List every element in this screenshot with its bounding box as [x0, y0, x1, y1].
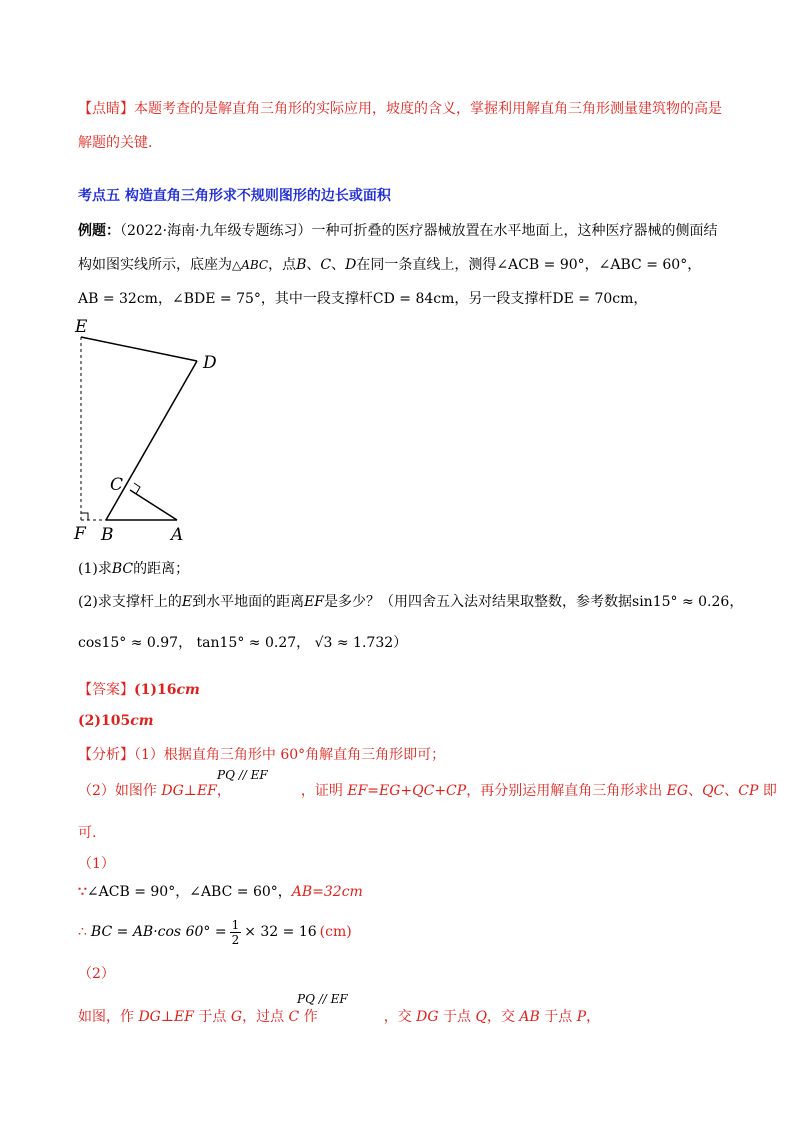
comma-2: ，	[687, 257, 702, 273]
q2-comma-1: ，	[178, 635, 193, 651]
angle-acb: ∠ACB = 90°	[496, 257, 585, 273]
sol-text-d: 作	[299, 1009, 318, 1025]
sol-text-c: ，过点	[242, 1009, 289, 1025]
point-d: D	[345, 257, 357, 273]
bc-expression: BC = AB·cos 60° =	[90, 924, 227, 940]
answer-line-1	[78, 680, 200, 700]
q2-sin: sin15° ≈ 0.26	[632, 594, 730, 610]
analysis-label: 【分析】	[78, 747, 134, 763]
sol-ef: EF	[174, 1009, 194, 1025]
question-1	[78, 559, 189, 579]
length-de: DE = 70cm	[552, 291, 634, 307]
segment-ed	[81, 337, 197, 361]
solution-part-1-label: （1）	[78, 856, 115, 872]
sol-comma-1: ，	[175, 884, 190, 900]
sol-dg-2: DG	[416, 1009, 439, 1025]
q2-ef: EF	[304, 594, 325, 610]
answer-label: 【答案】	[78, 682, 134, 698]
sol-angle-acb: ∠ACB = 90°	[86, 884, 176, 900]
section-title: 考点五 构造直角三角形求不规则图形的边长或面积	[78, 188, 391, 204]
solution-because-line	[78, 882, 363, 902]
label-e: E	[75, 317, 88, 337]
sep-2: 、	[331, 257, 346, 273]
q2-cos: cos15° ≈ 0.97	[78, 635, 179, 651]
angle-abc: ∠ABC = 60°	[598, 257, 688, 273]
answer-2: (2)105	[78, 713, 131, 729]
comma-1: ，	[584, 257, 599, 273]
example-line-1	[78, 221, 718, 241]
example-line-3	[78, 289, 647, 309]
comma-3: ，	[157, 291, 172, 307]
analysis-cp: CP	[738, 783, 759, 799]
example-label: 例题：	[78, 223, 120, 239]
q1-text-a: (1)求	[78, 561, 112, 577]
sol-ab-2: AB	[519, 1009, 540, 1025]
analysis-eg: EG	[666, 783, 689, 799]
analysis-line-2	[78, 781, 777, 801]
q2-close: ）	[393, 635, 408, 651]
sol-c: C	[288, 1009, 300, 1025]
sol-perp: ⊥	[160, 1009, 175, 1025]
triangle-abc: △ABC	[232, 258, 269, 272]
sol-text-b: 于点	[193, 1009, 231, 1025]
bc-tail: × 32 = 16	[244, 924, 317, 940]
example-text-3c: ，另一段支撑杆	[454, 291, 553, 307]
example-text-2c: 在同一条直线上，测得	[356, 257, 497, 273]
length-cd: CD = 84cm	[372, 291, 455, 307]
fraction-one-half	[230, 918, 242, 947]
example-text-2b: ，点	[268, 257, 297, 273]
sol-dg: DG	[138, 1009, 161, 1025]
analysis-text-2a: （2）如图作	[78, 783, 162, 799]
sol-g: G	[230, 1009, 243, 1025]
solution-therefore-line	[78, 914, 352, 950]
analysis-comma: ，	[216, 783, 231, 799]
analysis-line-3: 可.	[78, 825, 97, 841]
example-text-3d: ，	[633, 291, 648, 307]
solution-construction-line	[78, 1007, 600, 1027]
sol-q: Q	[475, 1009, 487, 1025]
sol-text-e: ，交	[383, 1009, 417, 1025]
sol-text-f: 于点	[438, 1009, 476, 1025]
fraction-denominator: 2	[231, 932, 240, 947]
comment-text-1: 本题考查的是解直角三角形的实际应用，坡度的含义，掌握利用解直角三角形测量建筑物的高是	[134, 101, 722, 117]
right-angle-f	[81, 513, 88, 520]
comment-line-2: 解题的关键.	[78, 135, 153, 151]
example-text-3b: ，其中一段支撑杆	[260, 291, 373, 307]
q2-text-a: (2)求支撑杆上的	[78, 594, 182, 610]
q2-tan: tan15° ≈ 0.27	[196, 635, 297, 651]
q2-e: E	[181, 594, 193, 610]
example-text-1: （2022·海南·九年级专题练习）一种可折叠的医疗器械放置在水平地面上，这种医疗器械的侧面结	[120, 223, 718, 239]
example-text-2a: 构如图实线所示，底座为	[78, 257, 232, 273]
sol-angle-abc: ∠ABC = 60°	[189, 884, 278, 900]
point-b: B	[296, 257, 307, 273]
solution-pq-ef: PQ // EF	[297, 992, 348, 1006]
therefore-symbol: ∴	[78, 924, 87, 940]
analysis-dg: DG	[161, 783, 184, 799]
sol-p: P	[576, 1009, 587, 1025]
analysis-qc: QC	[702, 783, 725, 799]
analysis-sep-1: 、	[688, 783, 703, 799]
comment-line-1	[78, 99, 722, 119]
sol-text-g: ，交	[486, 1009, 520, 1025]
answer-line-2	[78, 711, 154, 731]
length-ab: AB = 32cm	[78, 291, 158, 307]
analysis-pq-ef: PQ // EF	[217, 768, 268, 782]
label-f: F	[74, 524, 86, 544]
sol-ab: AB=32cm	[291, 884, 363, 900]
fraction-numerator: 1	[231, 917, 240, 932]
label-d: D	[203, 353, 217, 373]
answer-1: (1)16	[134, 682, 177, 698]
analysis-line-1	[78, 745, 445, 765]
sol-comma-2: ，	[277, 884, 292, 900]
question-2-data	[78, 633, 407, 653]
comment-label: 【点睛】	[78, 101, 134, 117]
segment-db	[106, 361, 197, 520]
bc-unit: (cm)	[319, 924, 352, 940]
label-b: B	[101, 525, 114, 545]
q1-bc: BC	[111, 561, 134, 577]
analysis-text-2c: ，再分别运用解直角三角形求出	[466, 783, 667, 799]
because-symbol: ∵	[78, 884, 87, 900]
answer-2-unit: cm	[130, 713, 154, 729]
geometry-figure	[60, 310, 240, 550]
label-c: C	[110, 475, 124, 495]
analysis-text-2b: ，证明	[300, 783, 348, 799]
q1-text-b: 的距离；	[133, 561, 190, 577]
q2-comma-2: ，	[296, 635, 311, 651]
analysis-perp: ⊥	[183, 783, 197, 799]
analysis-eq: EF=EG+QC+CP	[347, 783, 467, 799]
example-line-2	[78, 255, 701, 275]
sol-text-i: ，	[586, 1009, 601, 1025]
sep-1: 、	[306, 257, 321, 273]
q2-text-b: 到水平地面的距离	[192, 594, 305, 610]
q2-text-d: ，	[729, 594, 744, 610]
angle-bde: ∠BDE = 75°	[171, 291, 261, 307]
solution-part-2-label: （2）	[78, 966, 115, 982]
answer-1-unit: cm	[176, 682, 200, 698]
label-a: A	[171, 525, 184, 545]
analysis-ef: EF	[196, 783, 217, 799]
point-c: C	[320, 257, 332, 273]
analysis-sep-2: 、	[724, 783, 739, 799]
segment-ac	[130, 490, 177, 520]
q2-text-c: 是多少？（用四舍五入法对结果取整数，参考数据	[324, 594, 633, 610]
analysis-text-1: （1）根据直角三角形中 60°角解直角三角形即可；	[134, 747, 446, 763]
sol-text-h: 于点	[539, 1009, 577, 1025]
q2-sqrt: √3 ≈ 1.732	[314, 635, 394, 651]
question-2	[78, 592, 743, 612]
analysis-text-2d: 即	[758, 783, 777, 799]
sol-text-a: 如图，作	[78, 1009, 139, 1025]
